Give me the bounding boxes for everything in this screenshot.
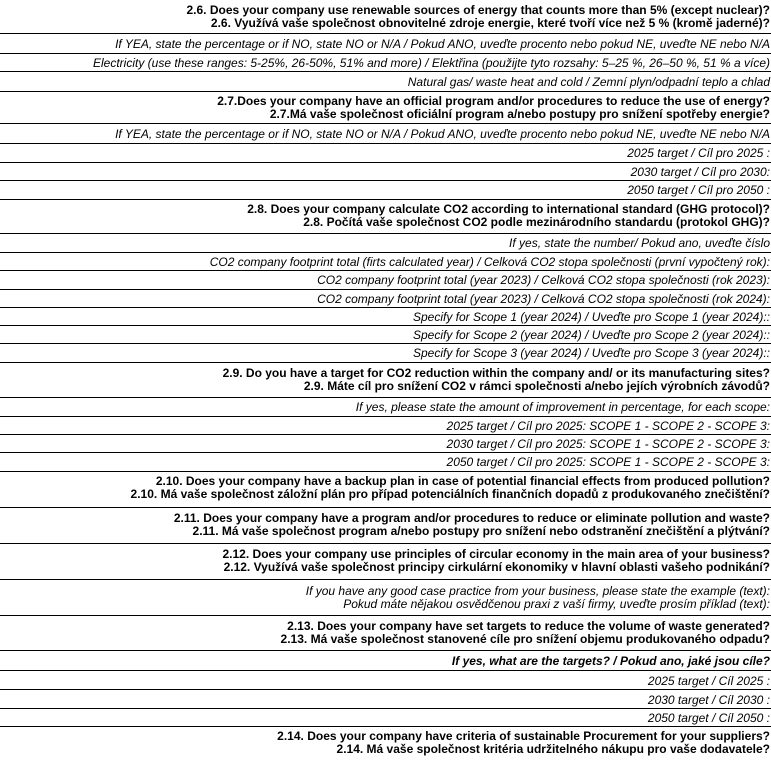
answer-label-en: If you have any good case practice from your business, please state the example (text):	[305, 584, 770, 598]
answer-label: If yes, state the number/ Pokud ano, uveďte číslo	[509, 236, 770, 250]
question-text-en: 2.10. Does your company have a backup plan in case of potential financial effects from produced pollution?	[155, 474, 770, 488]
question-row-2-6	[0, 0, 771, 34]
answer-label: Specify for Scope 2 (year 2024) / Uveďte pro Scope 2 (year 2024)::	[412, 328, 770, 342]
question-text-en: 2.8. Does your company calculate CO2 according to international standard (GHG protocol)?	[247, 202, 770, 216]
question-text-cs: 2.12. Využívá vaše společnost principy cirkulární ekonomiky v hlavní oblasti vašeho podnikání?	[223, 560, 770, 574]
question-text-en: 2.6. Does your company use renewable sources of energy that counts more than 5% (except nuclear)?	[186, 3, 770, 17]
question-text-cs: 2.8. Počítá vaše společnost CO2 podle mezinárodního standardu (protokol GHG)?	[303, 215, 770, 229]
answer-row-good-practice[interactable]	[0, 580, 771, 616]
answer-row-2030-waste-target[interactable]	[0, 690, 771, 709]
answer-row-2050-waste-target[interactable]	[0, 709, 771, 727]
answer-row-2050-scopes[interactable]	[0, 453, 771, 472]
question-row-2-14	[0, 727, 771, 761]
question-text-en: 2.13. Does your company have set targets to reduce the volume of waste generated?	[287, 619, 770, 633]
question-text-cs: 2.14. Má vaše společnost kritéria udržitelného nákupu pro vaše dodavatele?	[336, 742, 770, 756]
answer-label: Natural gas/ waste heat and cold / Zemní plyn/odpadní teplo a chlad	[407, 75, 770, 89]
answer-label: 2050 target / Cíl 2050 :	[647, 711, 770, 725]
answer-row-2030-scopes[interactable]	[0, 435, 771, 453]
question-row-2-12	[0, 544, 771, 580]
answer-label: CO2 company footprint total (year 2023) / Celková CO2 stopa společnosti (rok 2023):	[317, 273, 770, 287]
question-row-2-7	[0, 92, 771, 124]
answer-row-scope-3[interactable]	[0, 344, 771, 363]
answer-label: 2030 target / Cíl pro 2030:	[630, 165, 770, 179]
question-text-en: 2.7.Does your company have an official program and/or procedures to reduce the use of energy?	[217, 94, 770, 108]
question-text-en: 2.9. Do you have a target for CO2 reduction within the company and/ or its manufacturing sites?	[222, 366, 770, 380]
answer-label: Specify for Scope 1 (year 2024) / Uveďte pro Scope 1 (year 2024)::	[412, 310, 770, 324]
answer-label: 2030 target / Cíl pro 2025: SCOPE 1 - SCOPE 2 - SCOPE 3:	[446, 437, 770, 451]
answer-label: 2025 target / Cíl pro 2025 :	[627, 146, 770, 160]
question-text-cs: 2.9. Máte cíl pro snížení CO2 v rámci společnosti a/nebo jejích výrobních závodů?	[303, 379, 770, 393]
question-text-cs: 2.10. Má vaše společnost záložní plán pro případ potenciálních finančních dopadů z produkovaného znečištění?	[130, 487, 770, 501]
answer-instruction-row[interactable]	[0, 234, 771, 253]
answer-label: 2050 target / Cíl pro 2050 :	[627, 183, 770, 197]
answer-label: If yes, what are the targets? / Pokud ano, jaké jsou cíle?	[451, 654, 770, 668]
answer-row-2050-target[interactable]	[0, 181, 771, 200]
answer-label: CO2 company footprint total (year 2023) / Celková CO2 stopa společnosti (rok 2024):	[317, 292, 770, 306]
answer-row-2030-target[interactable]	[0, 163, 771, 181]
question-text-en: 2.12. Does your company use principles of circular economy in the main area of your business?	[222, 547, 770, 561]
answer-label: If YEA, state the percentage or if NO, state NO or N/A / Pokud ANO, uveďte procento nebo pokud NE, uveďte NE nebo N/A	[115, 37, 770, 51]
answer-row-2025-scopes[interactable]	[0, 417, 771, 435]
answer-label: Electricity (use these ranges: 5-25%, 26-50%, 51% and more) / Elektřina (použijte tyto rozsahy: 5–25 %, 26–50 %, 51 % a více)	[92, 56, 770, 70]
answer-instruction-row[interactable]	[0, 34, 771, 54]
answer-row-natural-gas[interactable]	[0, 72, 771, 92]
question-text-en: 2.14. Does your company have criteria of sustainable Procurement for your suppliers?	[277, 729, 770, 743]
question-row-2-8	[0, 200, 771, 234]
answer-label: If yes, please state the amount of improvement in percentage, for each scope:	[355, 400, 770, 414]
question-row-2-13	[0, 616, 771, 651]
answer-label: 2025 target / Cíl pro 2025: SCOPE 1 - SCOPE 2 - SCOPE 3:	[446, 419, 770, 433]
answer-row-scope-1[interactable]	[0, 308, 771, 326]
question-row-2-10	[0, 472, 771, 508]
answer-instruction-row[interactable]	[0, 124, 771, 144]
answer-row-2025-waste-target[interactable]	[0, 671, 771, 690]
answer-label: If YEA, state the percentage or if NO, state NO or N/A / Pokud ANO, uveďte procento nebo pokud NE, uveďte NE nebo N/A	[115, 127, 770, 141]
answer-label: 2050 target / Cíl pro 2025: SCOPE 1 - SCOPE 2 - SCOPE 3:	[446, 455, 770, 469]
answer-label-cs: Pokud máte nějakou osvědčenou praxi z vaší firmy, uveďte prosím příklad (text):	[343, 597, 770, 611]
question-row-2-9	[0, 363, 771, 398]
answer-instruction-row[interactable]	[0, 398, 771, 417]
answer-label: Specify for Scope 3 (year 2024) / Uveďte pro Scope 3 (year 2024)::	[412, 346, 770, 360]
answer-row-electricity[interactable]	[0, 54, 771, 72]
answer-instruction-row[interactable]	[0, 651, 771, 671]
question-text-en: 2.11. Does your company have a program and/or procedures to reduce or eliminate pollution and waste?	[173, 511, 770, 525]
answer-label: 2030 target / Cíl 2030 :	[647, 693, 770, 707]
question-text-cs: 2.6. Využívá vaše společnost obnovitelné zdroje energie, které tvoří více než 5 % (kromě jaderné)?	[210, 16, 770, 30]
answer-row-scope-2[interactable]	[0, 326, 771, 344]
question-row-2-11	[0, 508, 771, 544]
answer-row-2025-target[interactable]	[0, 144, 771, 163]
answer-row-co2-first-year[interactable]	[0, 253, 771, 271]
answer-label: CO2 company footprint total (firts calculated year) / Celková CO2 stopa společnosti (první vypočtený rok):	[209, 255, 770, 269]
answer-row-co2-2023[interactable]	[0, 271, 771, 290]
question-text-cs: 2.13. Má vaše společnost stanovené cíle pro snížení objemu produkovaného odpadu?	[280, 632, 770, 646]
answer-row-co2-2024[interactable]	[0, 290, 771, 308]
question-text-cs: 2.11. Má vaše společnost program a/nebo postupy pro snížení nebo odstranění znečištění a plýtvání?	[192, 524, 770, 538]
question-text-cs: 2.7.Má vaše společnost oficiální program a/nebo postupy pro snížení spotřeby energie?	[269, 107, 770, 121]
answer-label: 2025 target / Cíl 2025 :	[647, 674, 770, 688]
